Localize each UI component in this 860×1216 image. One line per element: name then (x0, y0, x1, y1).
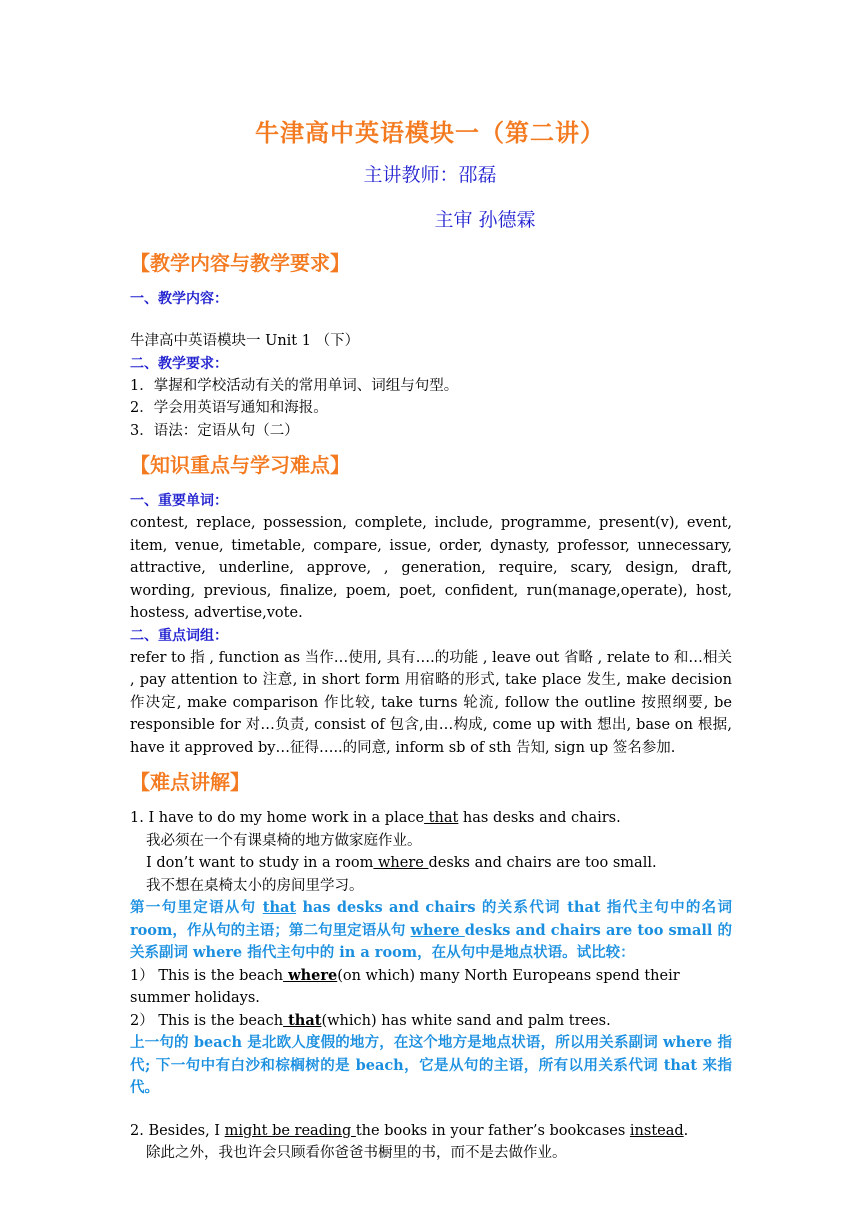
subheading-content: 一、教学内容： (130, 291, 228, 307)
subheading-words: 一、重要单词： (130, 493, 228, 509)
translation: 我必须在一个有课桌椅的地方做家庭作业。 (146, 832, 422, 849)
explanation-note: 上一句的 beach 是北欧人度假的地方，在这个地方是地点状语，所以用关系副词 where 指代; 下一句中有白沙和棕榈树的是 beach，它是从句的主语，所有以用关系代词 that 来指代。 (130, 1034, 732, 1096)
subheading-phrases: 二、重点词组： (130, 627, 228, 644)
section-heading-keypoints: 【知识重点与学习难点】 (130, 453, 350, 477)
section-heading-difficulties: 【难点讲解】 (130, 770, 250, 794)
comparison-item: 1） This is the beach where(on which) many North Europeans spend their summer holidays. (130, 966, 680, 1006)
requirement-item: 1．掌握和学校活动有关的常用单词、词组与句型。 (130, 377, 459, 394)
content-flow (130, 248, 732, 1165)
subheading-requirements: 二、教学要求： (130, 355, 228, 372)
requirement-item: 2．学会用英语写通知和海报。 (130, 400, 328, 416)
example-sentence: 2. Besides, I might be reading the books in your father’s bookcases instead. (130, 1122, 689, 1139)
comparison-item: 2） This is the beach that(which) has white sand and palm trees. (130, 1011, 611, 1029)
reviewer-line: 主审 孙德霖 (434, 209, 536, 231)
phrase-list: refer to 指 , function as 当作…使用, 具有….的功能 , leave out 省略 , relate to 和…相关 , pay attention to 注意, in short form 用宿略的形式, take place 发生, make decision 作决定, make comparison 作比较, take turns 轮流, follow the outline 按照纲要, be responsible for 对…负责, consist of 包含,由…构成, come up with 想出, base on 根据, have it approved by…征得…..的同意, inform sb of sth 告知, sign up 签名参加. (130, 649, 732, 756)
page-title: 牛津高中英语模块一（第二讲） (255, 118, 605, 147)
word-list: contest, replace, possession, complete, include, programme, present(v), event, item, venue, timetable, compare, issue, order, dynasty, professor, unnecessary, attractive, underline, approve, , generation, require, scary, design, draft, wording, previous, finalize, poem, poet, confident, run(manage,operate), host, hostess, advertise,vote. (130, 515, 732, 621)
translation: 除此之外，我也许会只顾看你爸爸书橱里的书，而不是去做作业。 (146, 1145, 567, 1161)
explanation-note: 第一句里定语从句 that has desks and chairs 的关系代词 that 指代主句中的名词 room，作从句的主语；第二句里定语从句 where desks and chairs are too small 的关系副词 where 指代主句中的 in a room，在从句中是地点状语。试比较： (130, 899, 733, 961)
example-sentence: 1. I have to do my home work in a place that has desks and chairs. (130, 810, 621, 826)
translation: 我不想在桌椅太小的房间里学习。 (146, 877, 364, 894)
requirement-item: 3．语法：定语从句（二） (130, 422, 299, 439)
section-heading-teaching: 【教学内容与教学要求】 (130, 251, 350, 275)
example-sentence: I don’t want to study in a room where desks and chairs are too small. (146, 855, 657, 871)
teacher-line: 主讲教师：邵磊 (363, 164, 497, 186)
teaching-content: 牛津高中英语模块一 Unit 1 （下） (130, 333, 360, 349)
